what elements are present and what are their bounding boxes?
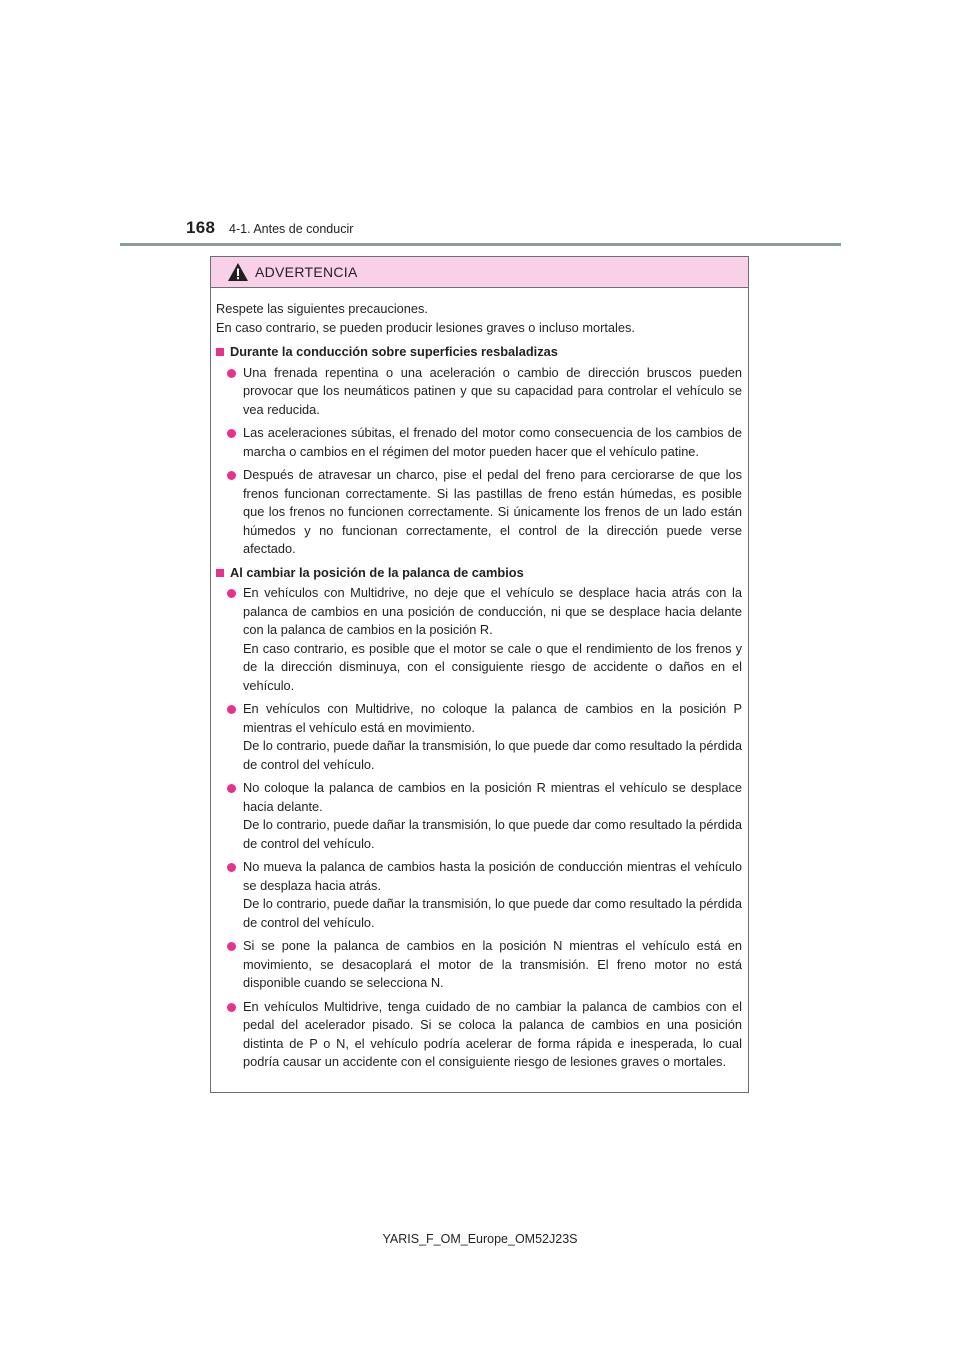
section-heading xyxy=(216,564,743,583)
header-rule xyxy=(120,243,841,246)
list-item-text xyxy=(243,584,742,695)
list-item xyxy=(216,424,743,461)
square-bullet-icon xyxy=(216,348,224,356)
list-item-text xyxy=(243,779,742,853)
list-item-paragraph: En caso contrario, es posible que el motor se cale o que el rendimiento de los frenos y de la dirección disminuya, con el consiguiente riesgo de accidente o daños en el vehículo. xyxy=(243,640,742,693)
dot-bullet-icon xyxy=(227,369,236,378)
intro-line: Respete las siguientes precauciones. xyxy=(216,301,428,316)
dot-bullet-icon xyxy=(227,589,236,598)
list-item xyxy=(216,466,743,559)
list-item-paragraph: Si se pone la palanca de cambios en la posición N mientras el vehículo está en movimiento, se desacoplará el motor de la transmisión. El freno motor no está disponible cuando se selecciona N. xyxy=(243,938,742,990)
dot-bullet-icon xyxy=(227,863,236,872)
list-item-paragraph: En vehículos con Multidrive, no coloque la palanca de cambios en la posición P mientras el vehículo está en movimiento. xyxy=(243,701,742,735)
warning-triangle-icon xyxy=(227,262,249,282)
section-heading-text: Al cambiar la posición de la palanca de cambios xyxy=(230,564,524,580)
list-item xyxy=(216,858,743,932)
list-item xyxy=(216,584,743,695)
list-item-text xyxy=(243,424,742,461)
list-item-text xyxy=(243,937,742,993)
list-item xyxy=(216,700,743,774)
dot-bullet-icon xyxy=(227,784,236,793)
list-item-paragraph: No coloque la palanca de cambios en la posición R mientras el vehículo se desplace hacia delante. xyxy=(243,780,742,814)
list-item xyxy=(216,937,743,993)
list-item-paragraph: Después de atravesar un charco, pise el pedal del freno para cerciorarse de que los frenos funcionan correctamente. Si las pastillas de freno están húmedas, es posible que los frenos no funcionen correctamente. Si únicamente los frenos de un lado están húmedos y no funcionan correctamente, el control de la dirección puede verse afectado. xyxy=(243,467,742,556)
section-title: 4-1. Antes de conducir xyxy=(229,222,354,236)
dot-bullet-icon xyxy=(227,705,236,714)
square-bullet-icon xyxy=(216,569,224,577)
list-item-paragraph: En vehículos con Multidrive, no deje que el vehículo se desplace hacia atrás con la palanca de cambios en una posición de conducción, ni que se desplace hacia delante con la palanca de cambios en la posición R. xyxy=(243,585,742,637)
dot-bullet-icon xyxy=(227,429,236,438)
section-heading-text: Durante la conducción sobre superficies resbaladizas xyxy=(230,344,558,359)
list-item-paragraph: Las aceleraciones súbitas, el frenado del motor como consecuencia de los cambios de marcha o cambios en el régimen del motor pueden hacer que el vehículo patine. xyxy=(243,425,742,459)
list-item xyxy=(216,364,743,420)
list-item-text xyxy=(243,466,742,559)
warning-body xyxy=(211,288,748,1072)
intro-line: En caso contrario, se pueden producir lesiones graves o incluso mortales. xyxy=(216,319,635,335)
list-item xyxy=(216,779,743,853)
warning-intro xyxy=(216,300,743,337)
list-item xyxy=(216,998,743,1072)
list-item-paragraph: No mueva la palanca de cambios hasta la posición de conducción mientras el vehículo se desplaza hacia atrás. xyxy=(243,859,742,893)
dot-bullet-icon xyxy=(227,942,236,951)
list-item-paragraph: En vehículos Multidrive, tenga cuidado de no cambiar la palanca de cambios con el pedal del acelerador pisado. Si se coloca la palanca de cambios en una posición distinta de P o N, el vehículo podría acelerar de forma rápida e inesperada, lo cual podría causar un accidente con el consiguiente riesgo de lesiones graves o mortales. xyxy=(243,998,742,1069)
list-item-text xyxy=(243,700,742,774)
warning-sections xyxy=(216,343,743,1072)
page-number: 168 xyxy=(186,218,216,237)
list-item-paragraph: De lo contrario, puede dañar la transmisión, lo que puede dar como resultado la pérdida de control del vehículo. xyxy=(243,738,742,772)
warning-box xyxy=(210,256,749,1093)
list-item-paragraph: De lo contrario, puede dañar la transmisión, lo que puede dar como resultado la pérdida de control del vehículo. xyxy=(243,817,742,851)
dot-bullet-icon xyxy=(227,471,236,480)
warning-title: ADVERTENCIA xyxy=(255,264,358,280)
list-item-text xyxy=(243,858,742,932)
list-item-text xyxy=(243,364,742,420)
list-item-paragraph: De lo contrario, puede dañar la transmisión, lo que puede dar como resultado la pérdida de control del vehículo. xyxy=(243,896,742,930)
list-item-paragraph: Una frenada repentina o una aceleración o cambio de dirección bruscos pueden provocar que los neumáticos patinen y que su capacidad para controlar el vehículo se vea reducida. xyxy=(243,364,742,417)
warning-header xyxy=(211,257,748,288)
section-heading xyxy=(216,343,743,362)
list-item-text xyxy=(243,998,742,1072)
document-code: YARIS_F_OM_Europe_OM52J23S xyxy=(382,1232,578,1246)
dot-bullet-icon xyxy=(227,1003,236,1012)
